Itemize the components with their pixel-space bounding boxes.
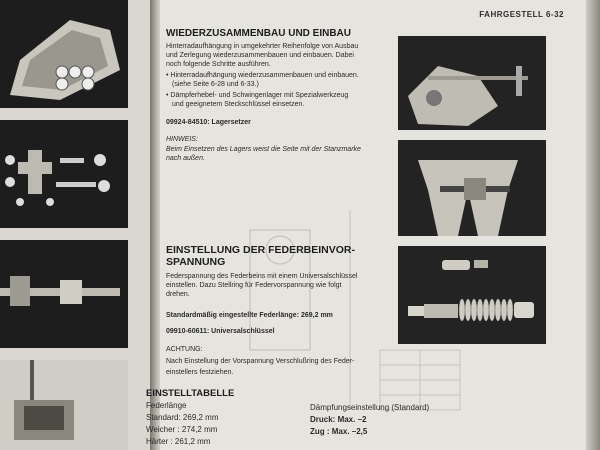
- table-left-row-1: Standard: 269,2 mm: [146, 413, 219, 422]
- section2-caution-2: einstellers festziehen.: [166, 369, 234, 376]
- section1-title: WIEDERZUSAMMENBAU UND EINBAU: [166, 28, 351, 39]
- left-page: [0, 0, 150, 450]
- section2-tool: 09910-60611: Universalschlüssel: [166, 328, 275, 335]
- section1-intro-3: noch folgende Schritte ausführen.: [166, 61, 271, 68]
- photo-swingarm-bearing: [398, 140, 546, 236]
- table-right-row-2: Zug : Max. –2,5: [310, 427, 368, 436]
- section2-intro-1: Federspannung des Federbeins mit einem Universalschlüssel: [166, 273, 358, 280]
- section1-bullet-2-line1: Dämpferhebel- und Schwingenlager mit Spezialwerkzeug: [170, 92, 349, 99]
- section1-bullet-2-line2: und geeignetem Steckschlüssel einsetzen.: [172, 101, 305, 108]
- table-left-row-2: Weicher : 274,2 mm: [146, 425, 218, 434]
- photo-shock-absorber: [398, 246, 546, 344]
- table-left-row-3: Härter : 261,2 mm: [146, 437, 211, 446]
- section1-note-label: HINWEIS:: [166, 136, 198, 143]
- section1-note-2: nach außen.: [166, 155, 205, 162]
- section1-note-1: Beim Einsetzen des Lagers weist die Seite mit der Stanzmarke: [166, 146, 361, 153]
- section2-intro-3: drehen.: [166, 291, 190, 298]
- header-section: FAHRGESTELL: [479, 10, 544, 19]
- section2-title-1: EINSTELLUNG DER FEDERBEINVOR-: [166, 244, 356, 256]
- photo-bearing-install: [398, 36, 546, 130]
- left-photo-spring-tool: [0, 360, 128, 450]
- left-photo-swingarm: [0, 0, 128, 108]
- section2-standard-length: Standardmäßig eingestellte Federlänge: 269,2 mm: [166, 312, 333, 319]
- section1-intro-2: und Zerlegung wiederzusammenbauen und einbauen. Dabei: [166, 52, 354, 59]
- section1-bullet-1-line2: (siehe Seite 6-28 und 6-33.): [172, 81, 259, 88]
- section2-intro-2: einstellen. Dazu Stellring für Federvorspannung wie folgt: [166, 282, 342, 289]
- section1-intro-1: Hinterradaufhängung in umgekehrter Reihenfolge von Ausbau: [166, 43, 359, 50]
- table-title: EINSTELLTABELLE: [146, 388, 235, 399]
- section2-caution-1: Nach Einstellung der Vorspannung Verschlußring des Feder-: [166, 358, 355, 365]
- section1-bullet-2: • Dämpferhebel- und Schwingenlager mit Spezialwerkzeug: [166, 92, 349, 99]
- section1-tool: 09924-84510: Lagersetzer: [166, 119, 251, 126]
- table-right-header: Dämpfungseinstellung (Standard): [310, 403, 430, 412]
- table-left-header: Federlänge: [146, 401, 187, 410]
- left-photo-bearing-tool: [0, 240, 128, 348]
- header-page-number: 6-32: [545, 10, 564, 19]
- section2-title-2: SPANNUNG: [166, 256, 226, 268]
- page-header: [479, 10, 564, 19]
- left-photo-parts: [0, 120, 128, 228]
- page-edge: [586, 0, 600, 450]
- section2-caution-label: ACHTUNG:: [166, 346, 203, 353]
- section1-bullet-1: • Hinterradaufhängung wiederzusammenbauen und einbauen.: [166, 72, 359, 79]
- table-right-row-1: Druck: Max. –2: [310, 415, 367, 424]
- section1-bullet-1-line1: Hinterradaufhängung wiederzusammenbauen und einbauen.: [170, 72, 359, 79]
